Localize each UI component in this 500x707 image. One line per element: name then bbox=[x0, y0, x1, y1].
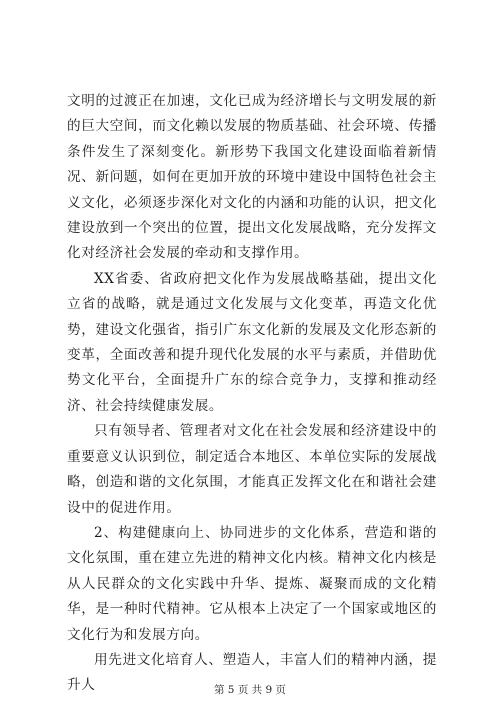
paragraph-provincial-strategy: XX省委、省政府把文化作为发展战略基础，提出文化立省的战略，就是通过文化发展与文化变革，再造文化优势，建设文化强省，指引广东文化新的发展及文化形态新的变革，全面改善和提升现代化发展的水平与素质，并借助优势文化平台，全面提升广东的综合竞争力，支撑和推动经济、社会持续健康发展。 bbox=[67, 270, 437, 414]
paragraph-leadership: 只有领导者、管理者对文化在社会发展和经济建设中的重要意义认识到位，制定适合本地区、本单位实际的发展战略，创造和谐的文化氛围，才能真正发挥文化在和谐社会建设中的促进作用。 bbox=[67, 423, 437, 516]
paragraph-advanced-culture: 用先进文化培育人、塑造人，丰富人们的精神内涵，提升人 bbox=[67, 651, 437, 694]
document-body bbox=[67, 89, 437, 699]
paragraph-continuation: 文明的过渡正在加速，文化已成为经济增长与文明发展的新的巨大空间，而文化赖以发展的物质基础、社会环境、传播条件发生了深刻变化。新形势下我国文化建设面临着新情况、新问题，如何在更加开放的环境中建设中国特色社会主义文化，必须逐步深化对文化的内涵和功能的认识，把文化建设放到一个突出的位置，提出文化发展战略，充分发挥文化对经济社会发展的牵动和支撑作用。 bbox=[67, 93, 437, 262]
page-number-footer: 第 5 页 共 9 页 bbox=[213, 684, 287, 696]
paragraph-section-2: 2、构建健康向上、协同进步的文化体系，营造和谐的文化氛围，重在建立先进的精神文化内核。精神文化内核是从人民群众的文化实践中升华、提炼、凝聚而成的文化精华，是一种时代精神。它从根本上决定了一个国家或地区的文化行为和发展方向。 bbox=[67, 524, 437, 643]
